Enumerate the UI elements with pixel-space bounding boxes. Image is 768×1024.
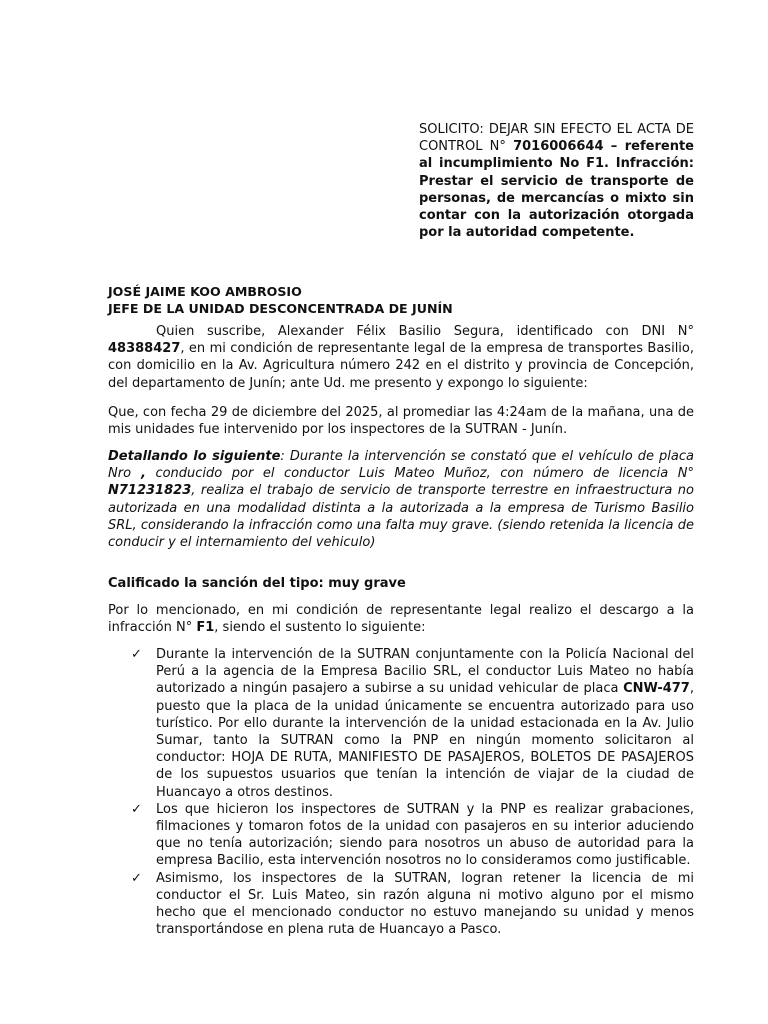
arguments-list	[108, 646, 694, 938]
license-number: N71231823	[108, 483, 192, 499]
intro-text-b: , en mi condición de representante legal de la empresa de transportes Basilio, con domicilio en la Av. Agricultura número 242 en el distrito y provincia de Concepción, del departamento de Junín; ante Ud. me presento y expongo lo siguiente:	[108, 341, 694, 391]
detail-text-c: , realiza el trabajo de servicio de transporte terrestre en infraestructura no autorizada en una modalidad distinta a la autorizada a la empresa de Turismo Basilio SRL, considerando la infracción como una falta muy grave. (siendo retenida la licencia de conducir y el internamiento del vehiculo)	[108, 483, 694, 551]
list-item	[108, 646, 694, 801]
intro-paragraph	[108, 323, 694, 392]
solicito-block	[419, 121, 694, 241]
recipient-title: JEFE DE LA UNIDAD DESCONCENTRADA DE JUNÍN	[108, 300, 453, 316]
detail-paragraph	[108, 448, 694, 551]
infraction-code: F1	[196, 620, 215, 636]
solicito-text-1: SOLICITO: DEJAR SIN EFECTO EL ACTA DE CONTROL N°	[419, 122, 694, 155]
dni-number: 48388427	[108, 341, 181, 357]
acta-number: 7016006644	[513, 139, 604, 155]
checkmark-icon: ✓	[131, 801, 142, 817]
intro-text-a: Quien suscribe, Alexander Félix Basilio Segura, identificado con DNI N°	[156, 324, 694, 339]
item-3-text: Asimismo, los inspectores de la SUTRAN, logran retener la licencia de mi conductor el Sr. Luis Mateo, sin razón alguna ni motivo alguno por el mismo hecho que el mencionado conductor no estuvo manejando su unidad y menos transportándose en plena ruta de Huancayo a Pasco.	[156, 870, 694, 938]
descargo-text-a: Por lo mencionado, en mi condición de representante legal realizo el descargo a la infracción N°	[108, 603, 694, 636]
item-1-text-a: Durante la intervención de la SUTRAN conjuntamente con la Policía Nacional del Perú a la agencia de la Empresa Bacilio SRL, el conductor Luis Mateo no había autorizado a ningún pasajero a subirse a su unidad vehicular de placa	[156, 647, 694, 697]
solicito-text-2: – referente al incumplimiento No F1. Infracción: Prestar el servicio de transporte de personas, de mercancías o mixto sin contar con la autorización otorgada por la autoridad competente.	[419, 139, 694, 241]
item-2-text: Los que hicieron los inspectores de SUTRAN y la PNP es realizar grabaciones, filmaciones y tomaron fotos de la unidad con pasajeros en su interior aduciendo que no tenía autorización; siendo para nosotros un abuso de autoridad para la empresa Bacilio, esta intervención nosotros no lo consideramos como justificable.	[156, 801, 694, 869]
descargo-paragraph	[108, 602, 694, 636]
checkmark-icon: ✓	[131, 647, 142, 662]
list-item	[108, 870, 694, 939]
recipient-block	[108, 284, 698, 317]
detail-label: Detallando lo siguiente	[108, 449, 281, 464]
recipient-name: JOSÉ JAIME KOO AMBROSIO	[108, 284, 302, 299]
classification-heading: Calificado la sanción del tipo: muy grave	[108, 576, 406, 591]
detail-comma: ,	[131, 466, 146, 482]
detail-text-a: : Durante la intervención se constató que el vehículo de placa Nro	[108, 449, 694, 482]
item-1-text-b: , puesto que la placa de la unidad únicamente se encuentra autorizado para uso turístico. Por ello durante la intervención de la unidad estacionada en la Av. Julio Sumar, tanto la SUTRAN como la PNP en ningún momento solicitaron al conductor: HOJA DE RUTA, MANIFIESTO DE PASAJEROS, BOLETOS DE PASAJEROS de los supuestos usuarios que tenían la intención de viajar de la ciudad de Huancayo a otros destinos.	[156, 681, 694, 800]
checkmark-icon: ✓	[131, 870, 142, 886]
date-paragraph: Que, con fecha 29 de diciembre del 2025, al promediar las 4:24am de la mañana, una de mis unidades fue intervenido por los inspectores de la SUTRAN - Junín.	[108, 405, 694, 438]
list-item	[108, 801, 694, 870]
plate-number: CNW-477	[623, 681, 690, 697]
detail-text-b: conducido por el conductor Luis Mateo Muñoz, con número de licencia N°	[145, 466, 694, 482]
descargo-text-b: , siendo el sustento lo siguiente:	[214, 620, 426, 636]
